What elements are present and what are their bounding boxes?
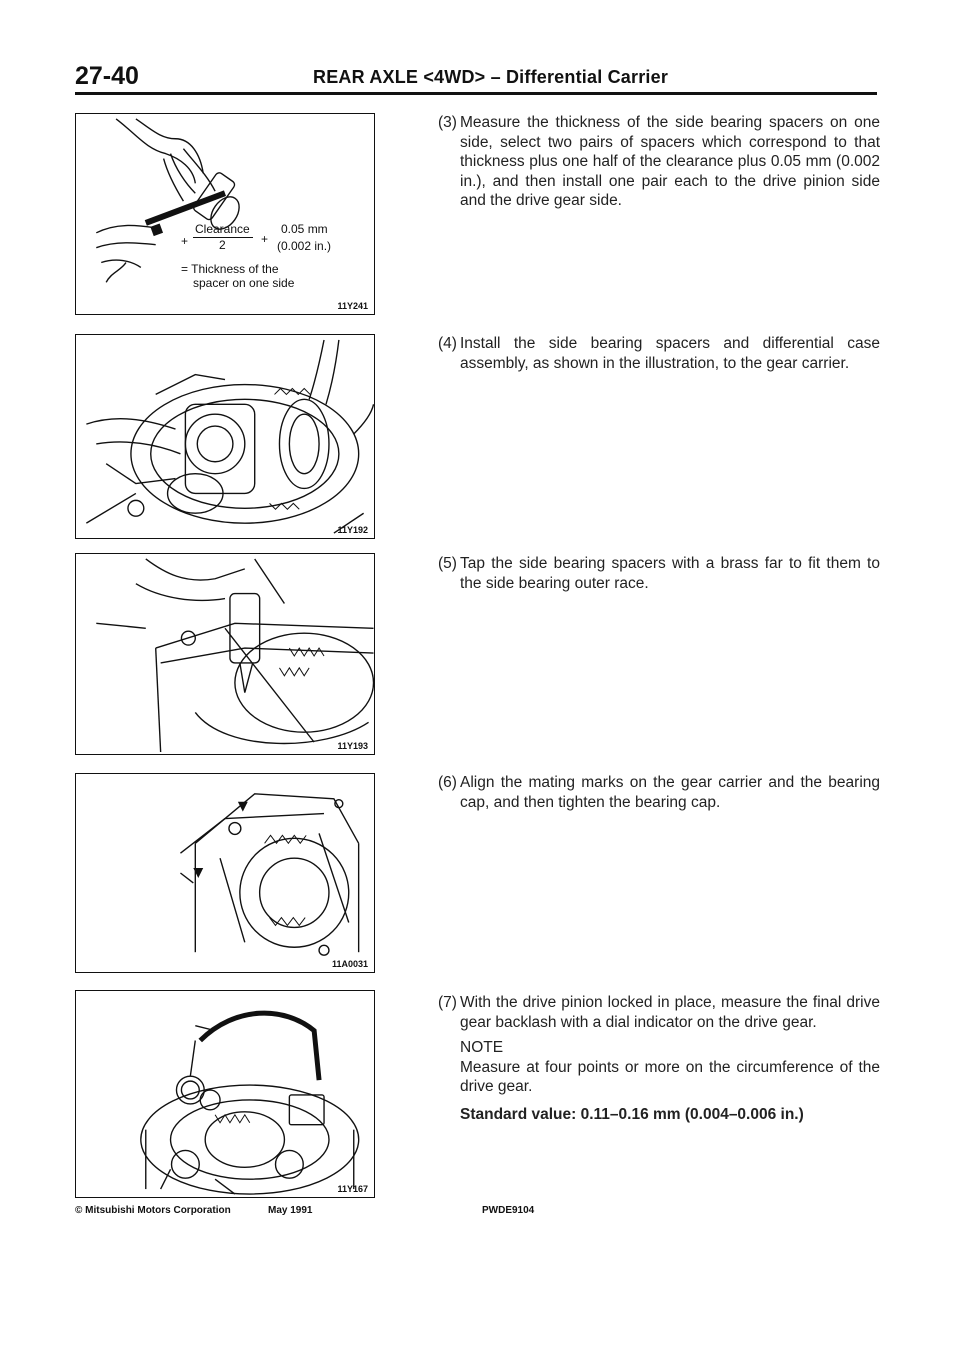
step-text: Align the mating marks on the gear carrier and the bearing cap, and then tighten the bearing cap. [460,774,880,811]
figure-tap-spacers [75,553,375,755]
step-number: (3) [438,114,457,131]
figure-code: 11Y192 [337,525,368,535]
figure-backlash-measure [75,990,375,1198]
step-number: (4) [438,335,457,352]
section-title: REAR AXLE <4WD> – Differential Carrier [313,67,669,87]
step-number: (7) [438,994,457,1011]
step-7 [440,993,880,1124]
formula-mm-value: 0.05 mm [281,222,328,236]
footer-copyright: © Mitsubishi Motors Corporation [75,1205,231,1216]
note-label: NOTE [460,1039,504,1056]
step-5 [440,554,880,593]
figure-code: 11Y167 [337,1184,368,1194]
step-text: Measure the thickness of the side bearing spacers on one side, select two pairs of spacers which correspond to that thickness plus one half of the clearance plus 0.05 mm (0.002 in.), and then install one pair each to the drive pinion side and the drive gear side. [460,114,880,209]
formula-plus-right: + [261,232,269,246]
header-rule [75,92,877,95]
step-4 [440,334,880,373]
step-text: Install the side bearing spacers and differential case assembly, as shown in the illustration, to the gear carrier. [460,335,880,372]
figure-code: 11A0031 [331,959,368,969]
figure-spacer-measure [75,113,375,315]
page-number: 27-40 [75,62,139,90]
formula-result-line1: = Thickness of the [181,262,279,276]
formula-plus-left: + [181,234,189,248]
footer-date: May 1991 [268,1205,313,1216]
install-case-illustration [76,335,374,538]
step-6 [440,773,880,812]
formula-result-line2: spacer on one side [193,276,295,290]
step-number: (5) [438,555,457,572]
formula-in-value: (0.002 in.) [277,239,332,253]
standard-value: Standard value: 0.11–0.16 mm (0.004–0.006 in.) [460,1105,804,1123]
figure-code: 11Y241 [337,301,368,311]
page-header [75,62,875,98]
figure-install-case [75,334,375,539]
align-marks-illustration [76,774,374,972]
step-text: Tap the side bearing spacers with a brass far to fit them to the side bearing outer race. [460,555,880,592]
footer-doc-code: PWDE9104 [482,1205,535,1216]
step-3 [440,113,880,211]
figure-code: 11Y193 [337,741,368,751]
tap-spacers-illustration [76,554,374,754]
step-text: With the drive pinion locked in place, measure the final drive gear backlash with a dial indicator on the drive gear. [460,994,880,1031]
figure-align-marks [75,773,375,973]
formula-numerator: Clearance [195,222,250,236]
note-text: Measure at four points or more on the circumference of the drive gear. [460,1058,880,1095]
step-number: (6) [438,774,457,791]
formula-denominator: 2 [219,238,226,252]
backlash-measure-illustration [76,991,374,1197]
